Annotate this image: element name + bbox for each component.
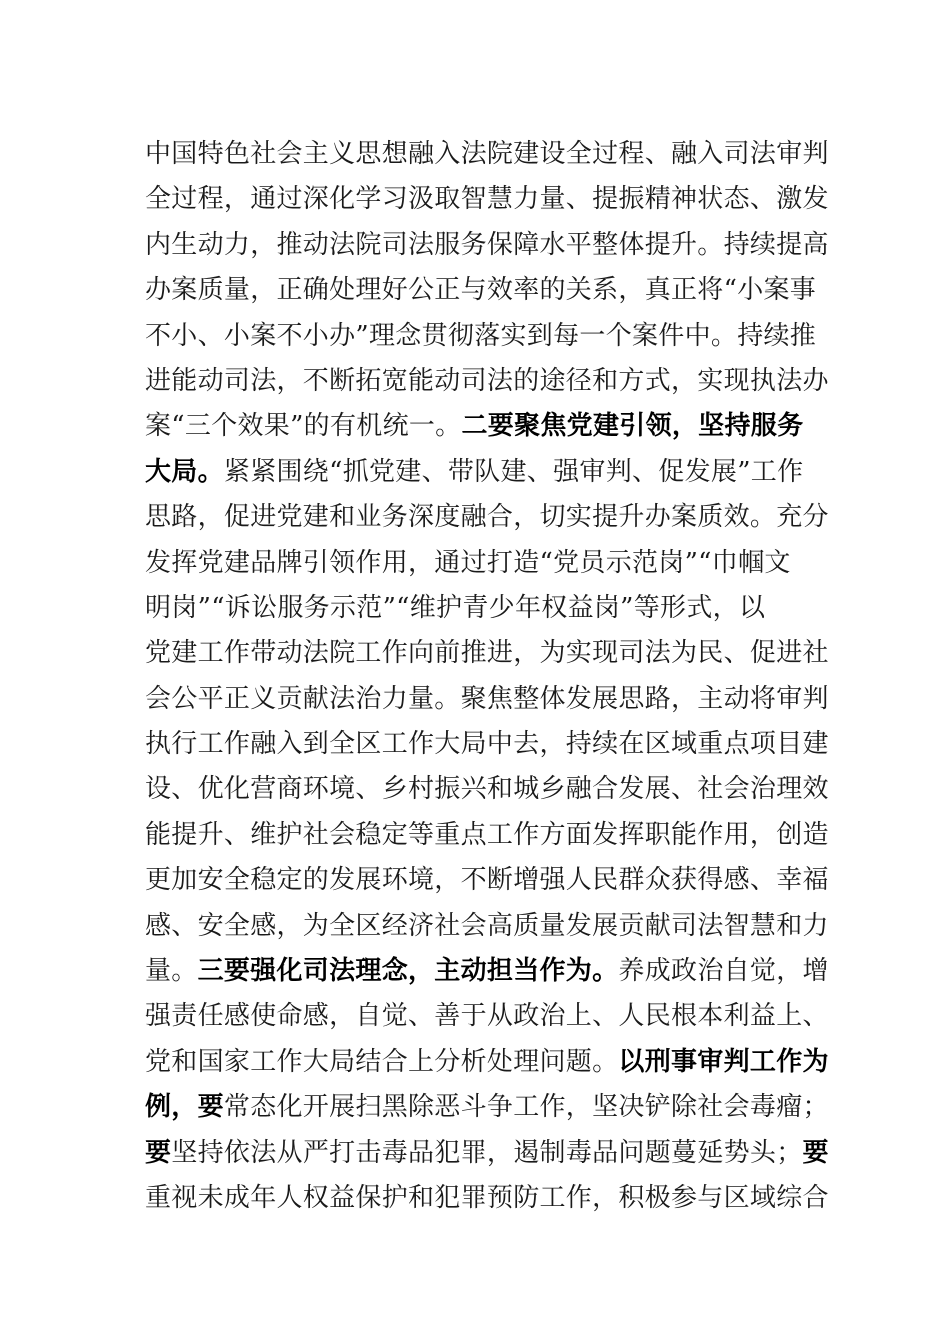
text-segment: 设、优化营商环境、乡村振兴和城乡融合发展、社会治理效 — [145, 774, 829, 805]
text-segment: 更加安全稳定的发展环境，不断增强人民群众获得感、幸福 — [145, 865, 829, 896]
bold-text-segment: 例，要 — [145, 1092, 224, 1123]
text-line — [145, 586, 815, 631]
bold-text-segment: 二要聚焦党建引领，坚持服务 — [461, 411, 804, 442]
bold-text-segment: 三要强化司法理念，主动担当作为。 — [197, 956, 619, 987]
text-line — [145, 1085, 829, 1130]
text-segment: 不小、小案不小办”理念贯彻落实到每一个案件中。持续推 — [145, 320, 817, 351]
text-segment: 党建工作带动法院工作向前推进，为实现司法为民、促进社 — [145, 638, 829, 669]
text-line — [145, 904, 829, 949]
text-line — [145, 994, 829, 1039]
bold-text-segment: 要 — [145, 1137, 172, 1168]
text-line — [145, 541, 815, 586]
bold-text-segment: 以刑事审判工作为 — [618, 1046, 829, 1077]
bold-text-segment: 要 — [802, 1137, 829, 1168]
text-segment: 思路，促进党建和业务深度融合，切实提升办案质效。充分 — [145, 502, 829, 533]
text-line — [145, 450, 815, 495]
text-segment: 进能动司法，不断拓宽能动司法的途径和方式，实现执法办 — [145, 365, 829, 396]
text-segment: 量。 — [145, 956, 198, 987]
text-line — [145, 132, 829, 177]
text-line — [145, 813, 829, 858]
body-text — [145, 132, 829, 1221]
text-line — [145, 858, 829, 903]
text-segment: 紧紧围绕“抓党建、带队建、强审判、促发展”工作 — [223, 456, 804, 487]
text-line — [145, 177, 829, 222]
text-line — [145, 495, 829, 540]
text-segment: 重视未成年人权益保护和犯罪预防工作，积极参与区域综合 — [145, 1182, 829, 1213]
text-segment: 明岗”“诉讼服务示范”“维护青少年权益岗”等形式，以 — [145, 592, 766, 623]
text-line — [145, 404, 815, 449]
text-segment: 会公平正义贡献法治力量。聚焦整体发展思路，主动将审判 — [145, 683, 829, 714]
text-segment: 养成政治自觉，增 — [618, 956, 829, 987]
text-segment: 强责任感使命感，自觉、善于从政治上、人民根本利益上、 — [145, 1001, 829, 1032]
text-line — [145, 767, 829, 812]
text-line — [145, 1040, 829, 1085]
bold-text-segment: 大局。 — [145, 456, 224, 487]
text-segment: 全过程，通过深化学习汲取智慧力量、提振精神状态、激发 — [145, 184, 829, 215]
text-line — [145, 722, 829, 767]
text-segment: 办案质量，正确处理好公正与效率的关系，真正将“小案事 — [145, 275, 817, 306]
text-line — [145, 1176, 829, 1221]
text-line — [145, 677, 829, 722]
text-line — [145, 268, 815, 313]
text-segment: 坚持依法从严打击毒品犯罪，遏制毒品问题蔓延势头； — [171, 1137, 803, 1168]
text-line — [145, 949, 829, 994]
text-segment: 党和国家工作大局结合上分析处理问题。 — [145, 1046, 619, 1077]
text-line — [145, 1131, 829, 1176]
text-line — [145, 359, 829, 404]
text-line — [145, 314, 815, 359]
text-segment: 感、安全感，为全区经济社会高质量发展贡献司法智慧和力 — [145, 910, 829, 941]
text-segment: 常态化开展扫黑除恶斗争工作，坚决铲除社会毒瘤； — [223, 1092, 829, 1123]
text-segment: 内生动力，推动法院司法服务保障水平整体提升。持续提高 — [145, 229, 829, 260]
text-segment: 案“三个效果”的有机统一。 — [145, 411, 462, 442]
text-segment: 中国特色社会主义思想融入法院建设全过程、融入司法审判 — [145, 139, 829, 169]
text-line — [145, 223, 829, 268]
text-segment: 发挥党建品牌引领作用，通过打造“党员示范岗”“巾帼文 — [145, 547, 791, 578]
text-segment: 能提升、维护社会稳定等重点工作方面发挥职能作用，创造 — [145, 819, 829, 850]
text-segment: 执行工作融入到全区工作大局中去，持续在区域重点项目建 — [145, 729, 829, 760]
text-line — [145, 631, 829, 676]
